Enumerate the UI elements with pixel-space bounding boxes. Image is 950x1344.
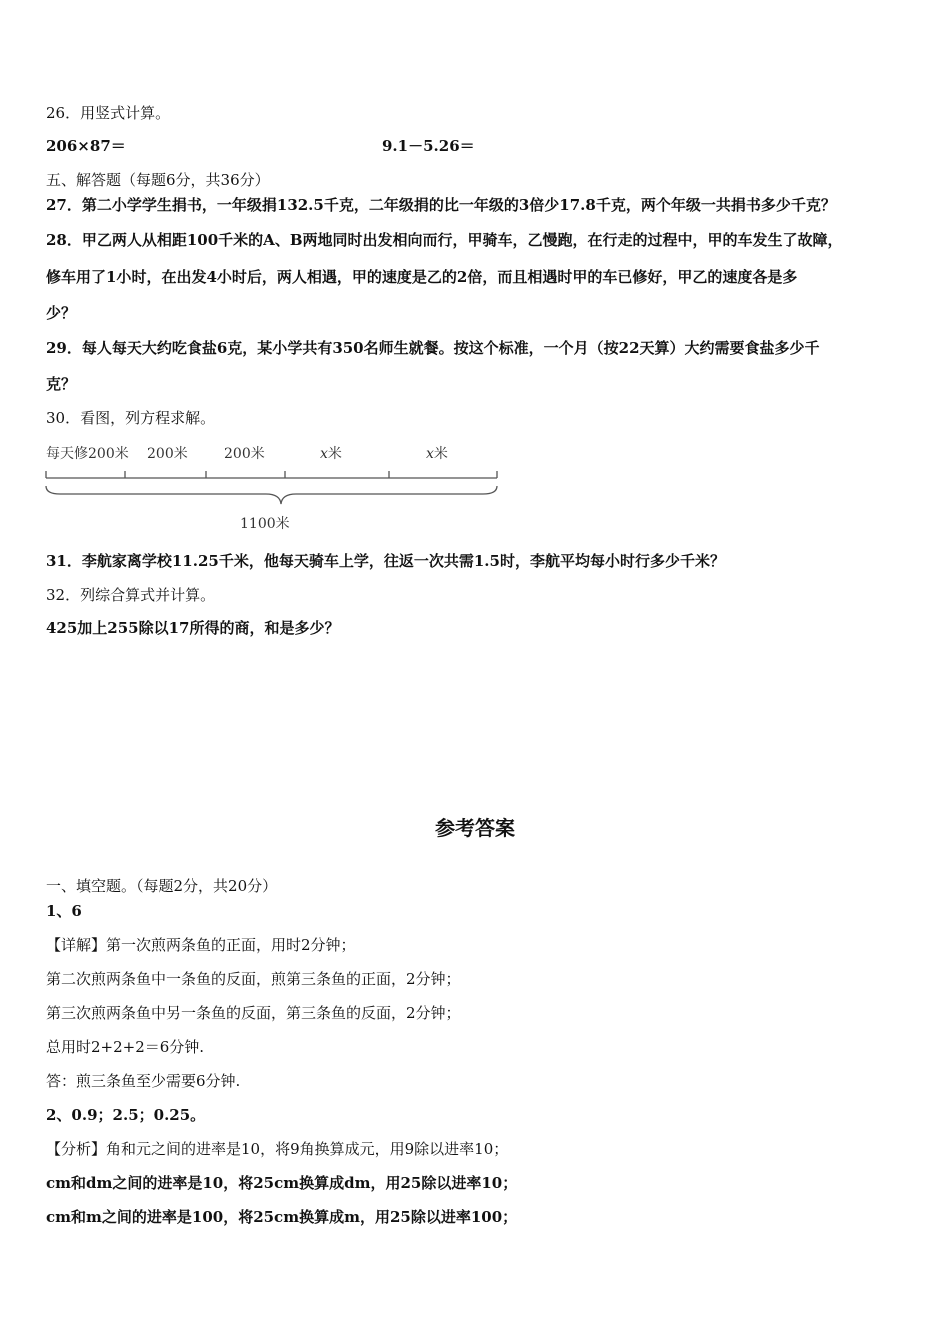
diagram-label-seg5: x米: [426, 446, 448, 462]
answers-section1-heading: 一、填空题。（每题2分，共20分）: [46, 877, 278, 895]
diagram-label-seg4: x米: [320, 446, 342, 462]
answer-1-detail-5: 答：煎三条鱼至少需要6分钟.: [46, 1072, 241, 1090]
diagram-label-seg1: 每天修200米: [46, 446, 129, 462]
q31-text: 31．李航家离学校11.25千米，他每天骑车上学，往返一次共需1.5时，李航平均每小时行多少千米？: [46, 552, 725, 570]
diagram-label-seg3: 200米: [224, 446, 265, 462]
section5-heading: 五、解答题（每题6分，共36分）: [46, 171, 270, 189]
q30-text: 30．看图，列方程求解。: [46, 409, 216, 427]
q29-line-2: 克？: [46, 375, 77, 393]
q29-line-1: 29．每人每天大约吃食盐6克，某小学共有350名师生就餐。按这个标准，一个月（按22天算）大约需要食盐多少千: [46, 339, 820, 357]
answer-1-detail-4: 总用时2+2+2＝6分钟.: [46, 1038, 205, 1056]
diagram-total-label: 1100米: [240, 516, 290, 532]
q28-line-3: 少？: [46, 304, 77, 322]
q32-title: 32．列综合算式并计算。: [46, 586, 216, 604]
q27-text: 27．第二小学学生捐书，一年级捐132.5千克，二年级捐的比一年级的3倍少17.8千克，两个年级一共捐书多少千克？: [46, 196, 836, 214]
q26-title: 26．用竖式计算。: [46, 104, 171, 122]
q32-text: 425加上255除以17所得的商，和是多少？: [46, 619, 340, 637]
q28-line-2: 修车用了1小时，在出发4小时后，两人相遇，甲的速度是乙的2倍，而且相遇时甲的车已修好，甲乙的速度各是多: [46, 268, 798, 286]
diagram-label-seg2: 200米: [147, 446, 188, 462]
diagram-brace: [46, 486, 497, 504]
answer-2-analysis-2: cm和dm之间的进率是10，将25cm换算成dm，用25除以进率10；: [46, 1174, 518, 1192]
q26-expression-2: 9.1－5.26＝: [382, 137, 475, 155]
q26-expression-1: 206×87＝: [46, 137, 126, 155]
answers-title: 参考答案: [435, 816, 515, 840]
answer-1-detail-1: 【详解】第一次煎两条鱼的正面，用时2分钟；: [46, 936, 356, 954]
answer-1-detail-3: 第三次煎两条鱼中另一条鱼的反面，第三条鱼的反面，2分钟；: [46, 1004, 461, 1022]
q28-line-1: 28．甲乙两人从相距100千米的A、B两地同时出发相向而行，甲骑车，乙慢跑，在行走的过程中，甲的车发生了故障，: [46, 231, 843, 249]
answer-1-detail-2: 第二次煎两条鱼中一条鱼的反面，煎第三条鱼的正面，2分钟；: [46, 970, 461, 988]
answer-2: 2、0.9；2.5；0.25。: [46, 1106, 206, 1124]
answer-2-analysis-3: cm和m之间的进率是100，将25cm换算成m，用25除以进率100；: [46, 1208, 518, 1226]
answer-2-analysis-1: 【分析】角和元之间的进率是10，将9角换算成元，用9除以进率10；: [46, 1140, 509, 1158]
q30-line-segment-diagram: [40, 438, 510, 538]
answer-1: 1、6: [46, 902, 82, 920]
